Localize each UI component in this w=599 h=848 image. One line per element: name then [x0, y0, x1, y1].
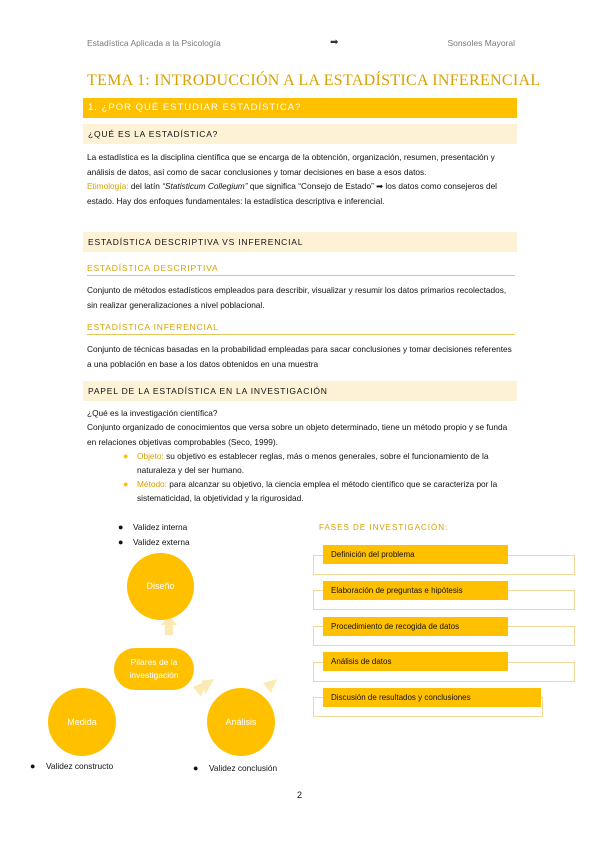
bullet-validez-conclusion: ● Validez conclusión — [193, 763, 278, 773]
metodo-label: Método: — [137, 479, 167, 489]
bullet-dot-icon: ● — [193, 763, 199, 773]
bullet-objeto — [123, 449, 517, 477]
phase-item: Elaboración de preguntas e hipótesis — [323, 581, 508, 600]
subsection-heading-desc-vs-inf: ESTADÍSTICA DESCRIPTIVA VS INFERENCIAL — [83, 232, 517, 252]
etimologia-label: Etimología: — [87, 181, 129, 191]
bullet-dot-icon: ● — [123, 479, 129, 489]
bullet-validez-constructo: ● Validez constructo — [30, 761, 114, 771]
inferencial-text: Conjunto de técnicas basadas en la probabilidad empleadas para sacar conclusiones y tomar decisiones referentes a una población en base a los datos obtenidos en una muestra — [87, 344, 512, 369]
subsection-heading-que-es: ¿QUÉ ES LA ESTADÍSTICA? — [83, 124, 517, 144]
circle-pilares: Pilares de la investigación — [114, 648, 194, 690]
inferencial-title: ESTADÍSTICA INFERENCIAL — [87, 322, 515, 335]
arrow-right-down-icon — [263, 679, 277, 693]
subsection-heading-papel: PAPEL DE LA ESTADÍSTICA EN LA INVESTIGACIÓN — [83, 381, 517, 401]
bullet-dot-icon: ● — [30, 761, 36, 771]
circle-medida: Medida — [48, 688, 116, 756]
page-header — [87, 38, 515, 52]
papel-definition: Conjunto organizado de conocimientos que versa sobre un objeto determinado, tiene un método propio y se funda en relaciones objetivas comprobables (Seco, 1999). — [87, 422, 508, 447]
etimologia-pre: del latín — [128, 181, 163, 191]
circle-diseno: Diseño — [127, 553, 194, 620]
page-title: TEMA 1: INTRODUCCIÓN A LA ESTADÍSTICA INFERENCIAL — [87, 72, 541, 89]
phase-item: Discusión de resultados y conclusiones — [323, 688, 541, 707]
objeto-text: su objetivo es establecer reglas, más o menos generales, sobre el funcionamiento de la naturaleza y del ser humano. — [137, 451, 489, 475]
header-course: Estadística Aplicada a la Psicología — [87, 38, 221, 48]
bullet-validez-externa: ● Validez externa — [118, 537, 190, 547]
papel-question: ¿Qué es la investigación científica? — [87, 408, 218, 418]
objeto-label: Objeto: — [137, 451, 164, 461]
fases-label: FASES DE INVESTIGACIÓN: — [319, 523, 449, 532]
que-es-text: La estadística es la disciplina científica que se encarga de la obtención, organización, resumen, presentación y análisis de datos, así como de sacar conclusiones y tomar decisiones en base a esos datos. — [87, 152, 495, 177]
bullet-dot-icon: ● — [118, 522, 124, 532]
metodo-text: para alcanzar su objetivo, la ciencia emplea el método científico que se caracteriza por la sistematicidad, la objetividad y la rigurosidad. — [137, 479, 498, 503]
header-arrow-icon: ➡ — [330, 37, 339, 48]
descriptiva-text: Conjunto de métodos estadísticos empleados para describir, visualizar y resumir los datos primarios recolectados, sin realizar generalizaciones a nivel poblacional. — [87, 285, 507, 310]
bullet-validez-interna: ● Validez interna — [118, 522, 188, 532]
circle-analisis: Análisis — [207, 688, 275, 756]
section-heading: 1. ¿POR QUÉ ESTUDIAR ESTADÍSTICA? — [83, 98, 517, 118]
etimologia-post: que significa “Consejo de Estado” ➡ los datos como consejeros del estado. Hay dos enfoques fundamentales: la estadística descriptiva e inferencial. — [87, 181, 498, 206]
phase-item: Definición del problema — [323, 545, 508, 564]
bullet-dot-icon: ● — [123, 451, 129, 461]
page-number: 2 — [296, 790, 302, 800]
bullet-metodo — [123, 477, 517, 505]
etimologia-quote: “Statisticum Collegium” — [162, 181, 248, 191]
que-es-paragraph — [87, 150, 517, 208]
header-author: Sonsoles Mayoral — [447, 38, 515, 48]
phase-item: Análisis de datos — [323, 652, 508, 671]
bullet-dot-icon: ● — [118, 537, 124, 547]
descriptiva-title: ESTADÍSTICA DESCRIPTIVA — [87, 263, 515, 276]
phase-item: Procedimiento de recogida de datos — [323, 617, 508, 636]
